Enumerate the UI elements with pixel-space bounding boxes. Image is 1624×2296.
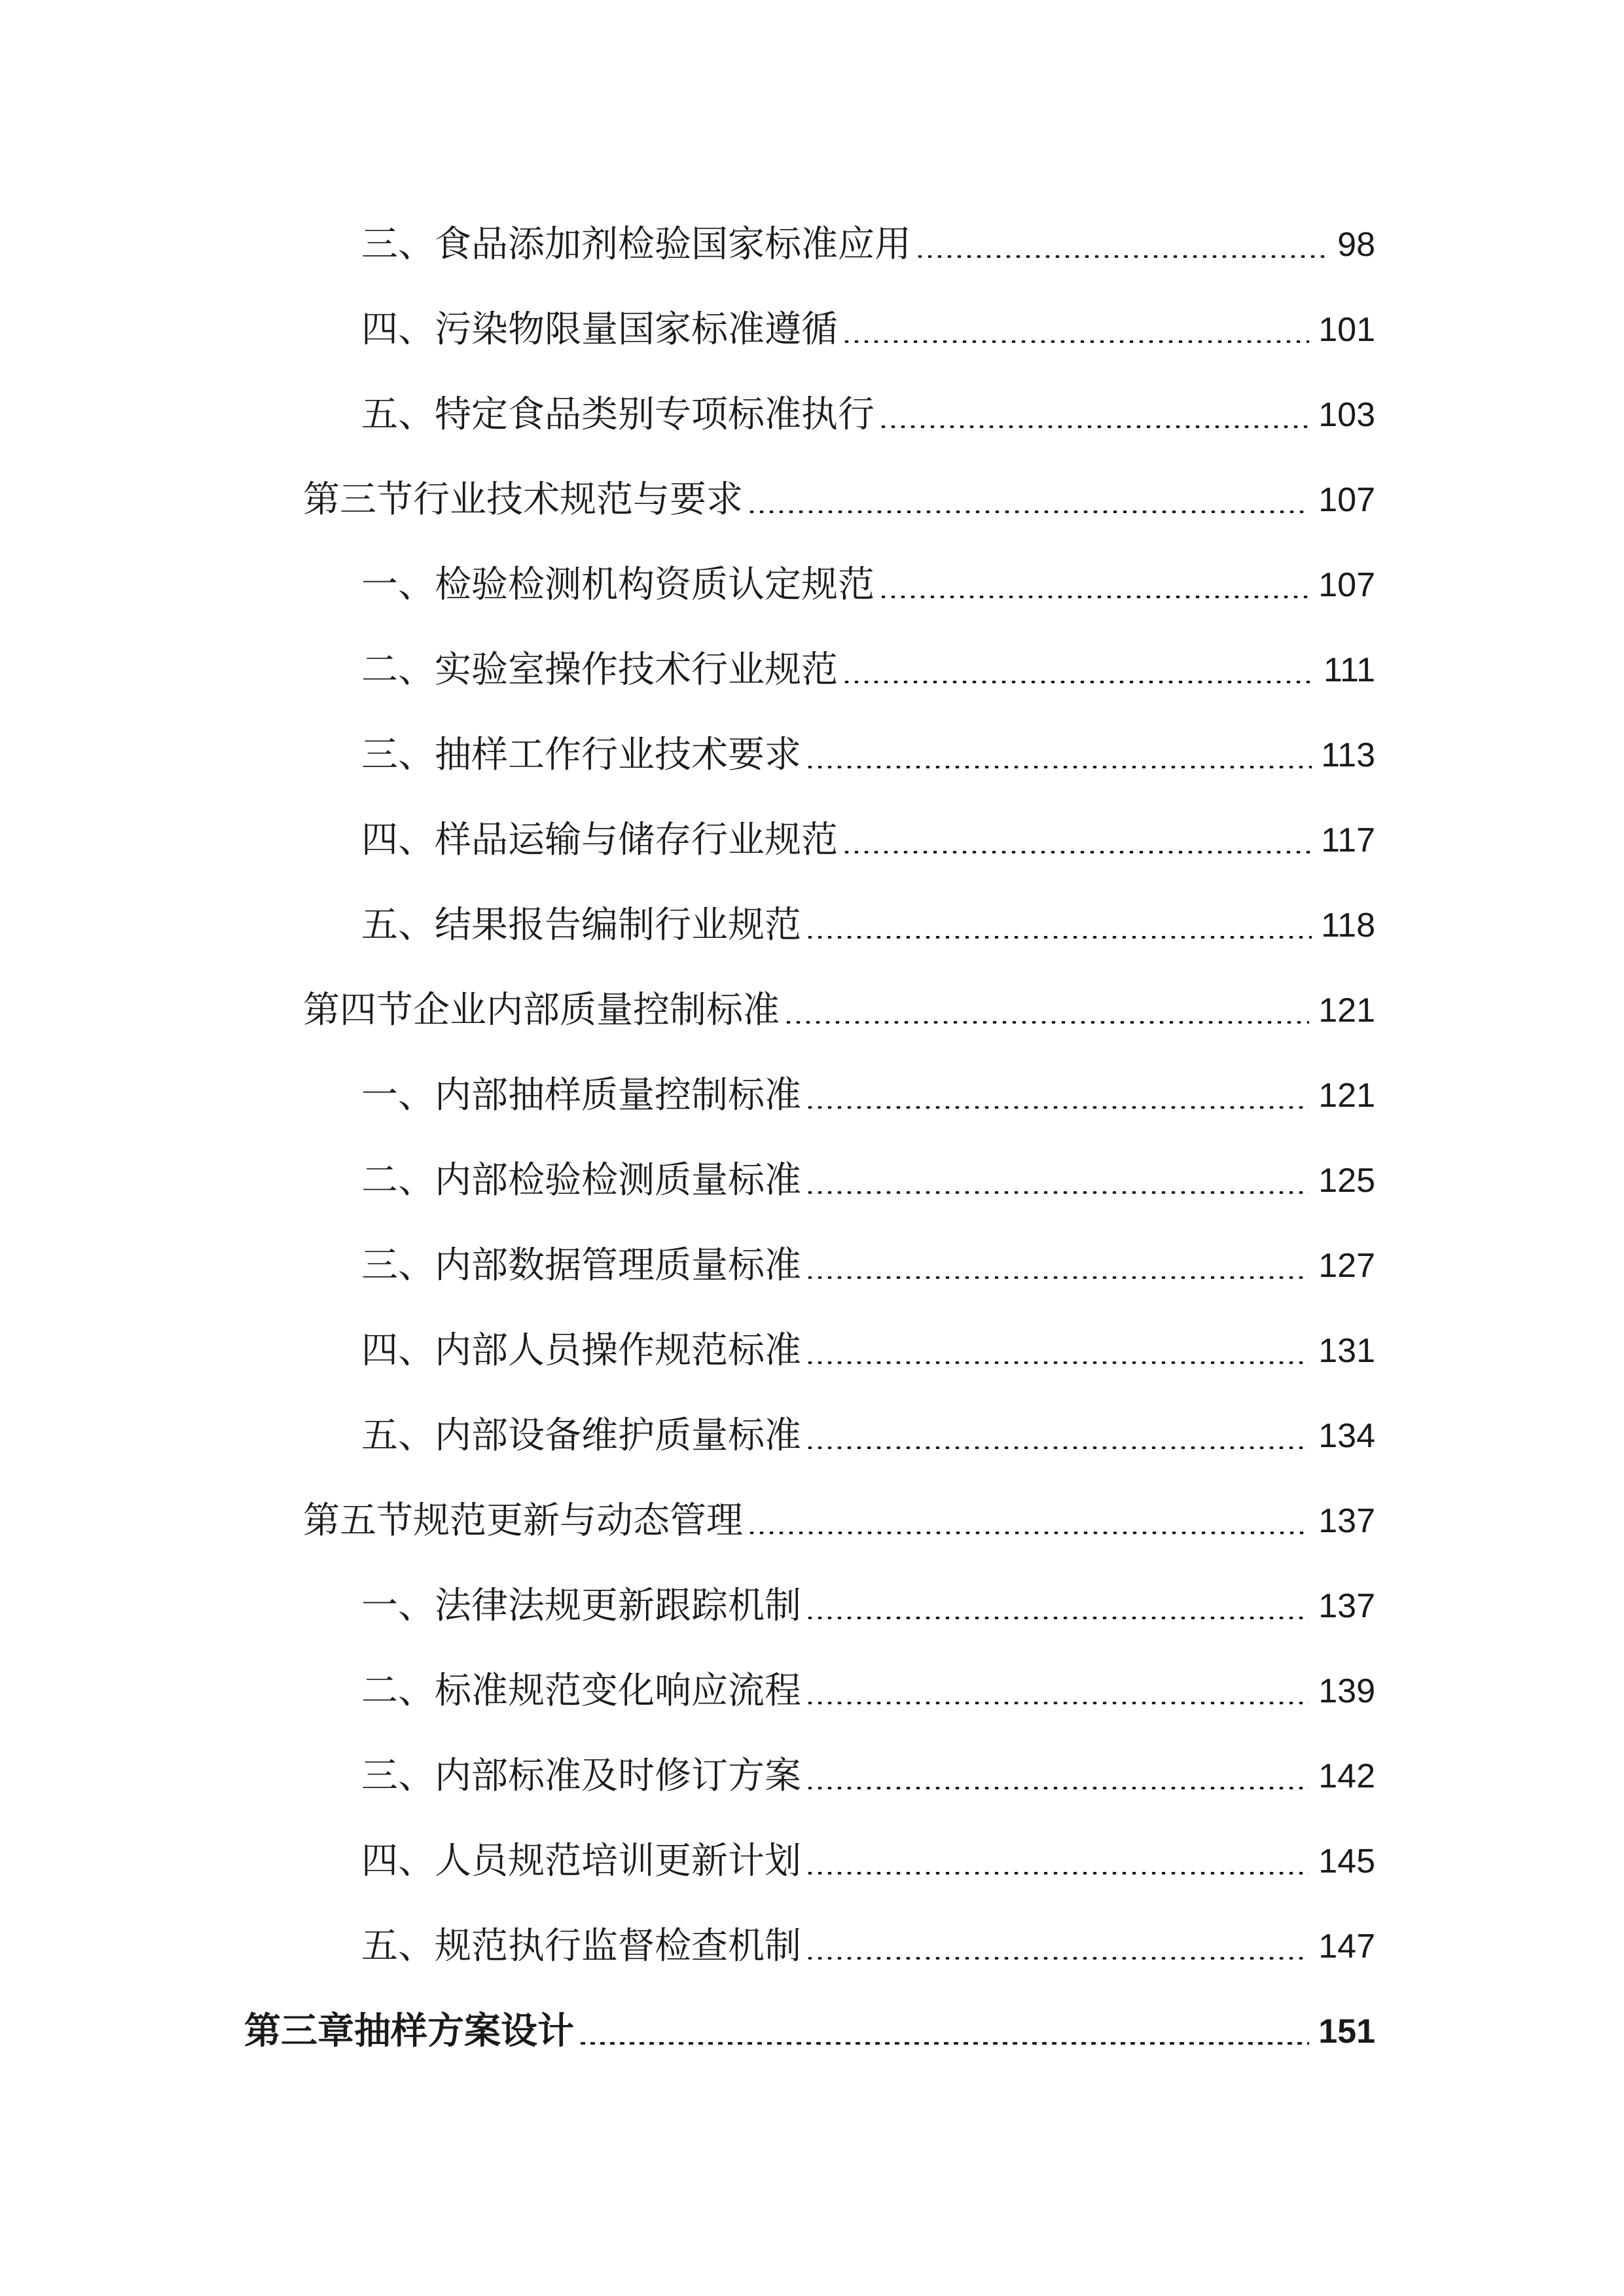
toc-entry-page: 125 — [1318, 1162, 1375, 1200]
dot-leader — [805, 1106, 1309, 1109]
toc-entry-title: 二、标准规范变化响应流程 — [361, 1670, 801, 1712]
toc-entry-page: 145 — [1318, 1842, 1375, 1880]
dot-leader — [805, 1617, 1309, 1619]
toc-entry-title: 第三节行业技术规范与要求 — [303, 478, 743, 521]
toc-entry-title: 四、内部人员操作规范标准 — [361, 1329, 801, 1372]
toc-entry[interactable] — [361, 1224, 1375, 1289]
toc-entry-page: 103 — [1318, 396, 1375, 434]
toc-entry-title: 三、抽样工作行业技术要求 — [361, 734, 801, 776]
toc-entry[interactable] — [361, 1734, 1375, 1800]
toc-entry[interactable] — [361, 543, 1375, 609]
toc-entry-title: 三、内部标准及时修订方案 — [361, 1755, 801, 1797]
toc-entry-page: 121 — [1318, 1077, 1375, 1115]
toc-entry[interactable] — [361, 1139, 1375, 1204]
toc-entry[interactable] — [361, 1394, 1375, 1460]
dot-leader — [842, 340, 1309, 343]
toc-entry-title: 第三章抽样方案设计 — [244, 2010, 574, 2053]
toc-entry[interactable] — [361, 713, 1375, 779]
toc-entry-title: 四、人员规范培训更新计划 — [361, 1840, 801, 1882]
toc-entry-title: 三、内部数据管理质量标准 — [361, 1244, 801, 1287]
toc-entry[interactable] — [361, 1564, 1375, 1630]
toc-entry[interactable] — [361, 1054, 1375, 1119]
dot-leader — [805, 766, 1312, 768]
dot-leader — [878, 596, 1309, 598]
toc-entry[interactable] — [361, 884, 1375, 949]
toc-entry-title: 二、实验室操作技术行业规范 — [361, 649, 838, 691]
toc-entry-page: 121 — [1318, 992, 1375, 1030]
toc-entry-page: 137 — [1318, 1587, 1375, 1625]
toc-entry-title: 五、规范执行监督检查机制 — [361, 1925, 801, 1967]
toc-entry-section[interactable] — [303, 1479, 1375, 1545]
toc-entry-page: 107 — [1318, 566, 1375, 604]
dot-leader — [747, 1532, 1309, 1534]
toc-entry-title: 四、污染物限量国家标准遵循 — [361, 308, 838, 351]
dot-leader — [805, 1957, 1309, 1960]
toc-entry-title: 第四节企业内部质量控制标准 — [303, 989, 780, 1031]
toc-entry[interactable] — [361, 1820, 1375, 1885]
dot-leader — [805, 1787, 1309, 1789]
toc-entry-title: 一、内部抽样质量控制标准 — [361, 1074, 801, 1117]
dot-leader — [747, 511, 1309, 513]
toc-entry-title: 五、结果报告编制行业规范 — [361, 904, 801, 946]
toc-entry-page: 101 — [1318, 311, 1375, 349]
toc-entry[interactable] — [361, 798, 1375, 864]
dot-leader — [805, 1361, 1309, 1364]
toc-entry[interactable] — [361, 1309, 1375, 1374]
dot-leader — [842, 681, 1314, 683]
toc-entry[interactable] — [361, 628, 1375, 694]
toc-entry[interactable] — [361, 288, 1375, 353]
dot-leader — [842, 851, 1312, 853]
toc-entry-title: 五、内部设备维护质量标准 — [361, 1414, 801, 1457]
dot-leader — [915, 255, 1328, 258]
toc-entry-title: 三、食品添加剂检验国家标准应用 — [361, 223, 911, 266]
toc-entry-page: 111 — [1323, 651, 1375, 689]
toc-entry-page: 117 — [1321, 821, 1375, 859]
toc-entry[interactable] — [361, 203, 1375, 268]
toc-entry-section[interactable] — [303, 969, 1375, 1034]
toc-entry-title: 二、内部检验检测质量标准 — [361, 1159, 801, 1202]
toc-entry-page: 151 — [1318, 2013, 1375, 2051]
toc-entry-page: 142 — [1318, 1757, 1375, 1795]
dot-leader — [878, 425, 1309, 428]
toc-entry[interactable] — [361, 373, 1375, 439]
dot-leader — [578, 2042, 1309, 2045]
toc-entry-title: 第五节规范更新与动态管理 — [303, 1499, 743, 1542]
toc-entry-page: 134 — [1318, 1417, 1375, 1455]
toc-entry-page: 107 — [1318, 481, 1375, 519]
dot-leader — [805, 1702, 1309, 1704]
toc-entry-page: 127 — [1318, 1247, 1375, 1285]
toc-entry-page: 131 — [1318, 1332, 1375, 1370]
toc-entry-chapter[interactable] — [244, 1990, 1375, 2055]
dot-leader — [805, 1276, 1309, 1279]
toc-entry-title: 五、特定食品类别专项标准执行 — [361, 393, 875, 436]
dot-leader — [784, 1021, 1309, 1024]
toc-entry-page: 118 — [1321, 906, 1375, 944]
toc-entry[interactable] — [361, 1649, 1375, 1715]
dot-leader — [805, 1191, 1309, 1194]
toc-entry-page: 113 — [1321, 736, 1375, 774]
toc-entry-title: 一、法律法规更新跟踪机制 — [361, 1585, 801, 1627]
dot-leader — [805, 1446, 1309, 1449]
toc-entry-page: 98 — [1337, 226, 1375, 264]
dot-leader — [805, 936, 1312, 939]
dot-leader — [805, 1872, 1309, 1874]
toc-entry-title: 四、样品运输与储存行业规范 — [361, 819, 838, 861]
toc-entry-page: 139 — [1318, 1672, 1375, 1710]
toc-entry[interactable] — [361, 1905, 1375, 1970]
toc-entry-title: 一、检验检测机构资质认定规范 — [361, 564, 875, 606]
toc-entry-page: 137 — [1318, 1502, 1375, 1540]
toc-entry-page: 147 — [1318, 1928, 1375, 1965]
toc-entry-section[interactable] — [303, 458, 1375, 524]
